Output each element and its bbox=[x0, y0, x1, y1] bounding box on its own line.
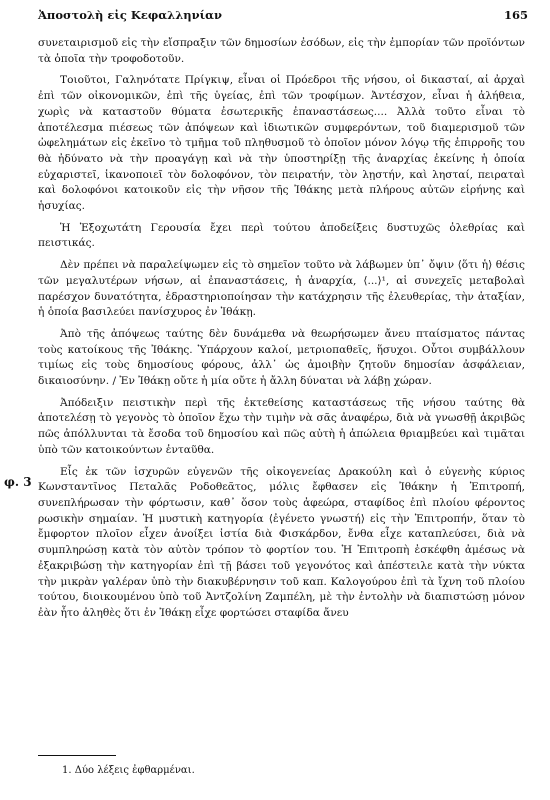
paragraph: Ἀπὸ τῆς ἀπόψεως ταύτης δὲν δυνάμεθα νὰ θεωρήσωμεν ἄνευ πταίσματος πάντας τοὺς κατοίκους τῆς Ἰθάκης. Ὑπάρχουν καλοί, μετριοπαθεῖς, ἥσυχοι. Οὗτοι συμβάλλουν τιμίως εἰς τοὺς δημοσίους φόρους, ἀλλ᾽ ὡς ἀμοιβὴν ζητοῦν δημοσίαν ἀσφάλειαν, δικαιοσύνην. / Ἐν Ἰθάκῃ οὔτε ἡ μία οὔτε ἡ ἄλλη δύναται νὰ λάβῃ χώραν. bbox=[38, 327, 525, 388]
running-title: Ἀποστολὴ εἰς Κεφαλληνίαν bbox=[38, 8, 222, 22]
paragraph: Ἡ Ἐξοχωτάτη Γερουσία ἔχει περὶ τούτου ἀποδείξεις δυστυχῶς ὀλεθρίας καὶ πειστικάς. bbox=[38, 221, 525, 250]
folio-margin-note: φ. 3 bbox=[4, 475, 32, 489]
paragraph: Τοιοῦτοι, Γαληνότατε Πρίγκιψ, εἶναι οἱ Πρόεδροι τῆς νήσου, οἱ δικασταί, αἱ ἀρχαὶ ἐπὶ τῶν οἰκονομικῶν, ἐπὶ τῆς ὑγείας, ἐπὶ τῶν τροφίμων. Ἀντέσχον, εἶναι ἡ ἀλήθεια, χωρὶς νὰ καταστοῦν θύματα ἐσωτερικῆς ἐπαναστάσεως.... Ἀλλὰ τοῦτο εἶναι τὸ ἀποτέλεσμα πιέσεως τῶν ἀπόψεων καὶ ἰδιωτικῶν συμφερόντων, τοῦ διαμερισμοῦ τῶν ὠφελημάτων εἰς ἐκεῖνο τὸ τμῆμα τοῦ πληθυσμοῦ τὸ ὁποῖον μόνον λόγῳ τῆς ἐπιρροῆς του θὰ ἠδύνατο νὰ τὴν προαγάγῃ καὶ νὰ τὴν ὑποστηρίξῃ τῆς ἀναρχίας ἐκείνης ἡ ὁποία εὐχαριστεῖ, ἱκανοποιεῖ τὸν δολοφόνον, τὸν πειρατήν, τὸν λῃστήν, καὶ λησταί, πειραταὶ καὶ δολοφόνοι κατοικοῦν εἰς τὴν νῆσον τῆς Ἰθάκης μετὰ πλήρους αὐτῶν εἰρήνης καὶ ἡσυχίας. bbox=[38, 74, 525, 213]
paragraph: Εἷς ἐκ τῶν ἰσχυρῶν εὐγενῶν τῆς οἰκογενείας Δρακούλη καὶ ὁ εὐγενὴς κύριος Κωνσταντῖνος Πεταλᾶς Ροδοθεᾶτος, μόλις ἔφθασεν εἰς Ἰθάκην ἡ Ἐπιτροπή, συνεπλήρωσαν τὴν φόρτωσιν, καθ᾽ ὅσον τοὺς ἀφεώρα, σταφίδος ἐπὶ πλοίου φέροντος ρωσικὴν σημαίαν. Ἡ μυστικὴ κατηγορία ⟨ἐγένετο γνωστή⟩ εἰς τὴν Ἐπιτροπήν, ὅταν τὸ ἔμφορτον πλοῖον εἶχεν ἀνοίξει ἱστία διὰ Φισκάρδον, ἔνθα εἶχε καταπλεύσει, διὰ νὰ συμπληρώσῃ κατὰ τὸν αὐτὸν τρόπον τὸ φορτίον του. Ἡ Ἐπιτροπὴ ἐσκέφθη ἀμέσως νὰ ἐξακριβώσῃ τὴν κατηγορίαν ἐπὶ τῇ βάσει τοῦ γεγονότος καὶ ἀπέστειλε κατὰ τὴν νύκτα τὴν μικρὰν γαλέραν ὑπὸ τὴν διακυβέρνησιν τοῦ καπ. Καλογούρου ἐπὶ τὰ ἴχνη τοῦ πλοίου τούτου, διοικουμένου ὑπὸ τοῦ Ἀντζολίνη Ζαμπέλη, μὲ τὴν ἐντολὴν νὰ διαπιστώσῃ μόνον ἐὰν ἦτο ἀληθὲς ὅτι ἐν Ἰθάκῃ εἶχε φορτώσει σταφίδα ἄνευ bbox=[38, 465, 525, 619]
paragraph: Δὲν πρέπει νὰ παραλείψωμεν εἰς τὸ σημεῖον τοῦτο νὰ λάβωμεν ὑπ᾽ ὄψιν ⟨ὅτι ἡ⟩ θέσις τῶν μεγαλυτέρων νήσων, αἱ ἐπαναστάσεις, ἡ ἀναρχία, ⟨...⟩¹, αἱ συνεχεῖς μεταβολαὶ παρέσχον δυνατότητα, ἐδραστηριοποίησαν τὴν κατάχρησιν τῆς ἐλευθερίας, τὴν ἀταξίαν, ἡ ὁποία βασιλεύει πανίσχυρος ἐν Ἰθάκῃ. bbox=[38, 259, 525, 319]
paragraph: συνεταιρισμοῦ εἰς τὴν εἴσπραξιν τῶν δημοσίων ἐσόδων, εἰς τὴν ἐμπορίαν τῶν προϊόντων τὰ ὁποῖα τὴν τροφοδοτοῦν. bbox=[38, 37, 525, 65]
paragraph: Ἀπόδειξιν πειστικὴν περὶ τῆς ἐκτεθείσης καταστάσεως τῆς νήσου ταύτης θὰ ἀποτελέσῃ τὸ γεγονὸς τὸ ὁποῖον ἔχω τὴν τιμὴν νὰ σᾶς ἀναφέρω, διὰ νὰ γνωσθῇ ἀκριβῶς πῶς ἀπόλλυνται τὰ ἔσοδα τοῦ δημοσίου καὶ πῶς αὐτὴ ἡ ἀπώλεια θριαμβεύει καὶ τιμᾶται ὑπὸ τῶν κατοικούντων ἐνταῦθα. bbox=[38, 396, 525, 456]
page-number: 165 bbox=[503, 8, 528, 22]
running-header bbox=[38, 8, 528, 26]
footnote-divider bbox=[38, 755, 116, 756]
body-text bbox=[38, 36, 525, 622]
footnote: 1. Δύο λέξεις ἐφθαρμέναι. bbox=[62, 765, 195, 776]
